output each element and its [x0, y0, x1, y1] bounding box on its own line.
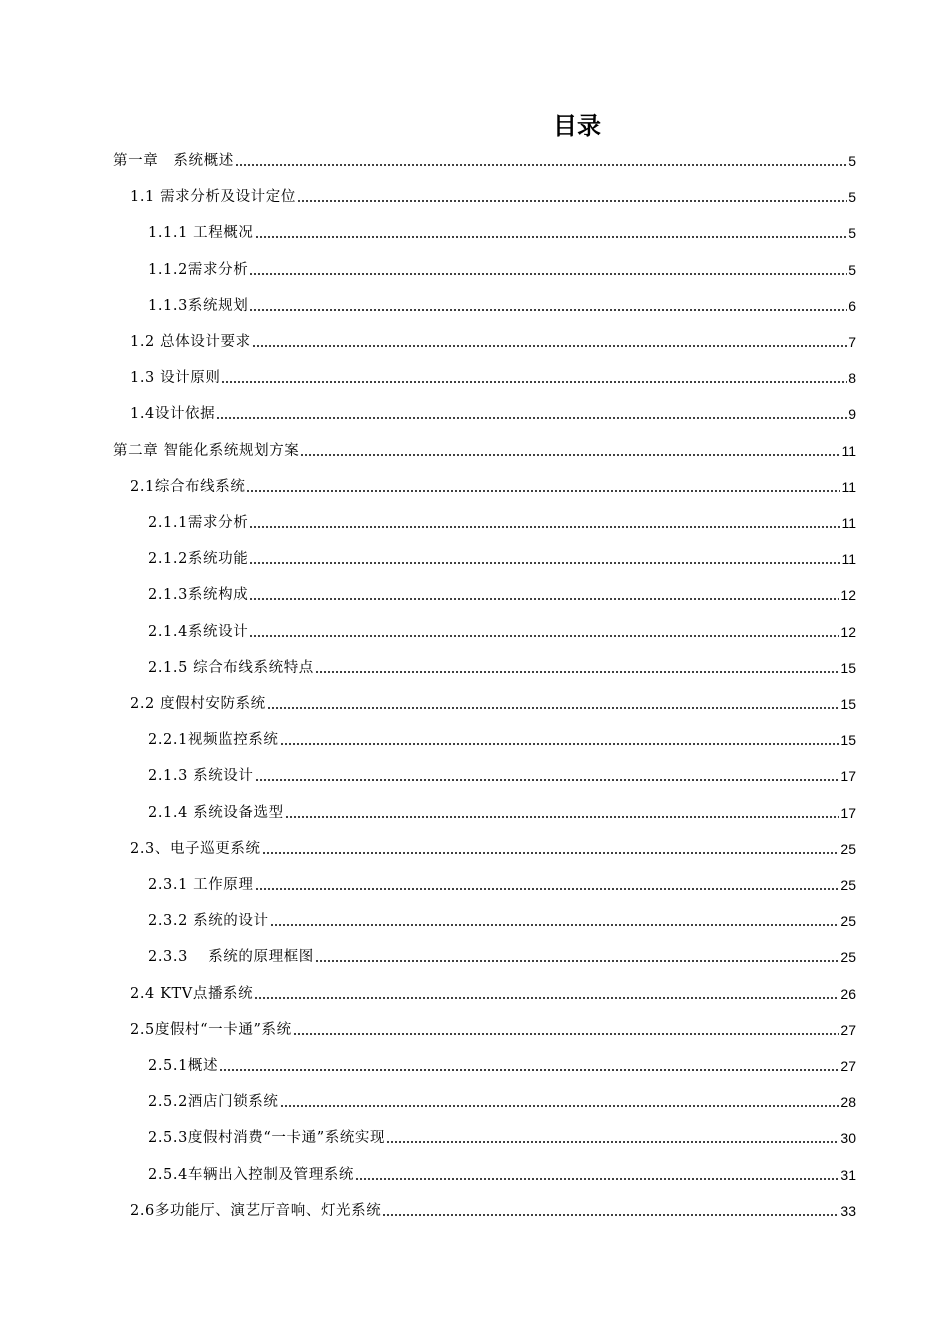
toc-entry[interactable]	[148, 799, 856, 823]
toc-entry[interactable]	[148, 292, 856, 316]
toc-entry-label: 2.3、电子巡更系统	[130, 841, 261, 857]
dot-leader	[262, 852, 840, 854]
toc-entry-label: 2.3.3 系统的原理框图	[148, 949, 314, 965]
toc-entry-page-number: 6	[848, 298, 856, 314]
toc-entry-page-number: 15	[840, 732, 856, 748]
toc-entry-label: 2.2.1视频监控系统	[148, 732, 279, 748]
toc-entry-label: 2.1综合布线系统	[130, 479, 246, 495]
toc-entry-page-number: 25	[840, 841, 856, 857]
toc-entry[interactable]	[148, 871, 856, 895]
toc-entry[interactable]	[148, 256, 856, 280]
dot-leader	[255, 779, 840, 781]
toc-entry-label: 2.5.1概述	[148, 1058, 219, 1074]
toc-entry-page-number: 15	[840, 660, 856, 676]
dot-leader	[221, 381, 847, 383]
toc-entry-page-number: 17	[840, 805, 856, 821]
dot-leader	[246, 490, 840, 492]
dot-leader	[297, 200, 847, 202]
toc-entry[interactable]	[130, 473, 856, 497]
toc-entry-label: 1.1.2需求分析	[148, 262, 249, 278]
toc-entry[interactable]	[113, 147, 856, 171]
dot-leader	[355, 1178, 839, 1180]
toc-entry-page-number: 25	[840, 913, 856, 929]
toc-entry-page-number: 28	[840, 1094, 856, 1110]
toc-entry-page-number: 5	[848, 153, 856, 169]
toc-entry[interactable]	[148, 1161, 856, 1185]
dot-leader	[280, 743, 840, 745]
toc-entry-label: 2.5.4车辆出入控制及管理系统	[148, 1167, 354, 1183]
toc-entry-page-number: 5	[848, 225, 856, 241]
toc-entry[interactable]	[148, 1052, 856, 1076]
toc-entry[interactable]	[148, 581, 856, 605]
dot-leader	[235, 164, 847, 166]
toc-entry-label: 1.3 设计原则	[130, 370, 221, 386]
toc-entry[interactable]	[130, 1016, 856, 1040]
toc-entry-page-number: 7	[848, 334, 856, 350]
toc-entry-label: 2.1.4 系统设备选型	[148, 805, 284, 821]
toc-entry[interactable]	[148, 762, 856, 786]
toc-entry-label: 1.2 总体设计要求	[130, 334, 251, 350]
toc-entry-label: 2.5.2酒店门锁系统	[148, 1094, 279, 1110]
toc-entry[interactable]	[148, 509, 856, 533]
dot-leader	[285, 816, 840, 818]
toc-entry-label: 2.3.2 系统的设计	[148, 913, 269, 929]
dot-leader	[249, 562, 840, 564]
toc-entry[interactable]	[130, 690, 856, 714]
toc-entry-label: 1.1.3系统规划	[148, 298, 249, 314]
toc-entry-page-number: 5	[848, 189, 856, 205]
toc-entry[interactable]	[148, 654, 856, 678]
toc-entry-label: 1.1 需求分析及设计定位	[130, 189, 296, 205]
dot-leader	[386, 1141, 839, 1143]
toc-entry-page-number: 5	[848, 262, 856, 278]
toc-entry-page-number: 11	[841, 551, 856, 567]
toc-entry-label: 第二章 智能化系统规划方案	[113, 443, 300, 459]
toc-entry-label: 2.1.1需求分析	[148, 515, 249, 531]
dot-leader	[255, 236, 848, 238]
dot-leader	[300, 454, 840, 456]
dot-leader	[249, 526, 840, 528]
toc-entry-label: 2.1.3系统构成	[148, 587, 249, 603]
toc-entry-label: 2.5.3度假村消费“一卡通”系统实现	[148, 1130, 386, 1146]
toc-entry-label: 第一章 系统概述	[113, 153, 234, 169]
toc-entry[interactable]	[130, 835, 856, 859]
toc-entry-page-number: 12	[840, 587, 856, 603]
dot-leader	[270, 924, 840, 926]
dot-leader	[252, 345, 848, 347]
toc-entry-page-number: 26	[840, 986, 856, 1002]
toc-entry[interactable]	[113, 437, 856, 461]
toc-entry-label: 2.1.4系统设计	[148, 624, 249, 640]
toc-entry-label: 1.4设计依据	[130, 406, 216, 422]
toc-entry-page-number: 9	[848, 406, 856, 422]
toc-entry[interactable]	[130, 980, 856, 1004]
dot-leader	[267, 707, 840, 709]
toc-entry-label: 2.1.5 综合布线系统特点	[148, 660, 314, 676]
toc-entry-page-number: 11	[841, 479, 856, 495]
toc-entry-label: 2.3.1 工作原理	[148, 877, 254, 893]
toc-entry[interactable]	[148, 726, 856, 750]
toc-entry-label: 2.1.2系统功能	[148, 551, 249, 567]
toc-entry-page-number: 25	[840, 877, 856, 893]
toc-entry[interactable]	[148, 618, 856, 642]
toc-entry-page-number: 31	[840, 1167, 856, 1183]
toc-entry-label: 2.1.3 系统设计	[148, 768, 254, 784]
toc-entry-page-number: 11	[841, 443, 856, 459]
toc-entry[interactable]	[130, 1197, 856, 1221]
dot-leader	[293, 1033, 840, 1035]
toc-entry-page-number: 30	[840, 1130, 856, 1146]
toc-entry-page-number: 12	[840, 624, 856, 640]
toc-entry-page-number: 27	[840, 1022, 856, 1038]
toc-entry-label: 2.6多功能厅、演艺厅音响、灯光系统	[130, 1203, 382, 1219]
toc-entry-label: 2.5度假村“一卡通”系统	[130, 1022, 292, 1038]
toc-entry[interactable]	[148, 1124, 856, 1148]
dot-leader	[280, 1105, 840, 1107]
toc-entry-page-number: 15	[840, 696, 856, 712]
toc-entry-label: 2.4 KTV点播系统	[130, 986, 254, 1002]
toc-entry-page-number: 27	[840, 1058, 856, 1074]
dot-leader	[249, 598, 839, 600]
toc-entry[interactable]	[148, 1088, 856, 1112]
dot-leader	[249, 309, 847, 311]
dot-leader	[216, 417, 847, 419]
toc-entry-label: 2.2 度假村安防系统	[130, 696, 266, 712]
toc-entry[interactable]	[148, 907, 856, 931]
toc-entry-page-number: 17	[840, 768, 856, 784]
toc-entry[interactable]	[148, 943, 856, 967]
page-title: 目录	[553, 112, 601, 140]
toc-entry-page-number: 33	[840, 1203, 856, 1219]
toc-entry-page-number: 25	[840, 949, 856, 965]
dot-leader	[255, 888, 840, 890]
dot-leader	[315, 671, 840, 673]
dot-leader	[249, 635, 839, 637]
toc-entry[interactable]	[130, 328, 856, 352]
toc-entry[interactable]	[130, 400, 856, 424]
dot-leader	[315, 960, 840, 962]
toc-entry[interactable]	[148, 219, 856, 243]
toc-entry-page-number: 8	[848, 370, 856, 386]
dot-leader	[249, 273, 847, 275]
dot-leader	[382, 1214, 839, 1216]
dot-leader	[254, 997, 839, 999]
dot-leader	[219, 1069, 839, 1071]
toc-entry[interactable]	[130, 364, 856, 388]
toc-entry-page-number: 11	[841, 515, 856, 531]
toc-entry[interactable]	[130, 183, 856, 207]
toc-entry-label: 1.1.1 工程概况	[148, 225, 254, 241]
toc-entry[interactable]	[148, 545, 856, 569]
